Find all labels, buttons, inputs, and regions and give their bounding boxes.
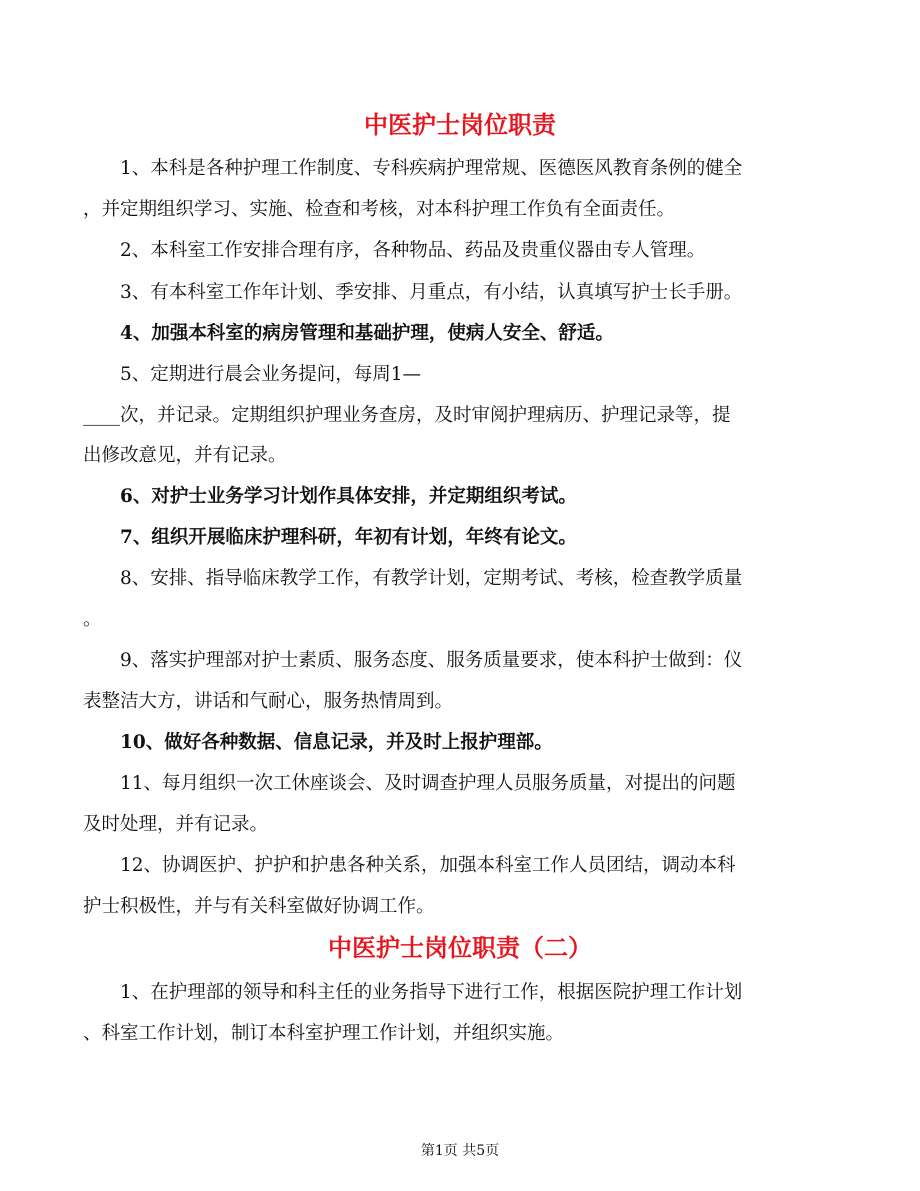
duty-item-text: 出修改意见，并有记录。 <box>83 445 287 466</box>
duty-item-text: 护士积极性，并与有关科室做好协调工作。 <box>83 896 435 917</box>
duty-item-text: 12、协调医护、护护和护患各种关系，加强本科室工作人员团结，调动本科 <box>120 855 736 876</box>
duty-item-text: 3、有本科室工作年计划、季安排、月重点，有小结，认真填写护士长手册。 <box>120 282 743 303</box>
duty-item-text: 4、加强本科室的病房管理和基础护理，使病人安全、舒适。 <box>120 323 614 344</box>
duty-item-text: 7、组织开展临床护理科研，年初有计划，年终有论文。 <box>120 527 577 548</box>
document-title: 中医护士岗位职责 <box>364 110 556 139</box>
duty-item-text: 。 <box>83 609 102 630</box>
duty-item-text: 2、本科室工作安排合理有序，各种物品、药品及贵重仪器由专人管理。 <box>120 240 706 261</box>
duty-item-text: 8、安排、指导临床教学工作，有教学计划，定期考试、考核，检查教学质量 <box>120 568 743 589</box>
duty-item-text: ，并定期组织学习、实施、检查和考核，对本科护理工作负有全面责任。 <box>83 199 676 220</box>
duty-item-text: 10、做好各种数据、信息记录，并及时上报护理部。 <box>120 732 553 753</box>
duty-item-text: 及时处理，并有记录。 <box>83 814 269 835</box>
duty-item-text: 1、本科是各种护理工作制度、专科疾病护理常规、医德医风教育条例的健全 <box>120 158 743 179</box>
duty-item-text: 9、落实护理部对护士素质、服务态度、服务质量要求，使本科护士做到：仪 <box>120 650 743 671</box>
duty-item-text: ____次，并记录。定期组织护理业务查房，及时审阅护理病历、护理记录等，提 <box>83 405 731 426</box>
duty-item-text: 表整洁大方，讲话和气耐心，服务热情周到。 <box>83 691 454 712</box>
duty-item-text: 、科室工作计划，制订本科室护理工作计划，并组织实施。 <box>83 1023 565 1044</box>
duty-item-text: 11、每月组织一次工休座谈会、及时调查护理人员服务质量，对提出的问题 <box>120 773 736 794</box>
duty-item-text: 1、在护理部的领导和科主任的业务指导下进行工作，根据医院护理工作计划 <box>120 982 743 1003</box>
duty-item-text: 6、对护士业务学习计划作具体安排，并定期组织考试。 <box>120 486 577 507</box>
section-title: 中医护士岗位职责（二） <box>328 933 592 962</box>
page-indicator: 第1页 共5页 <box>420 1143 500 1159</box>
duty-item-text: 5、定期进行晨会业务提问，每周1— <box>120 364 422 385</box>
